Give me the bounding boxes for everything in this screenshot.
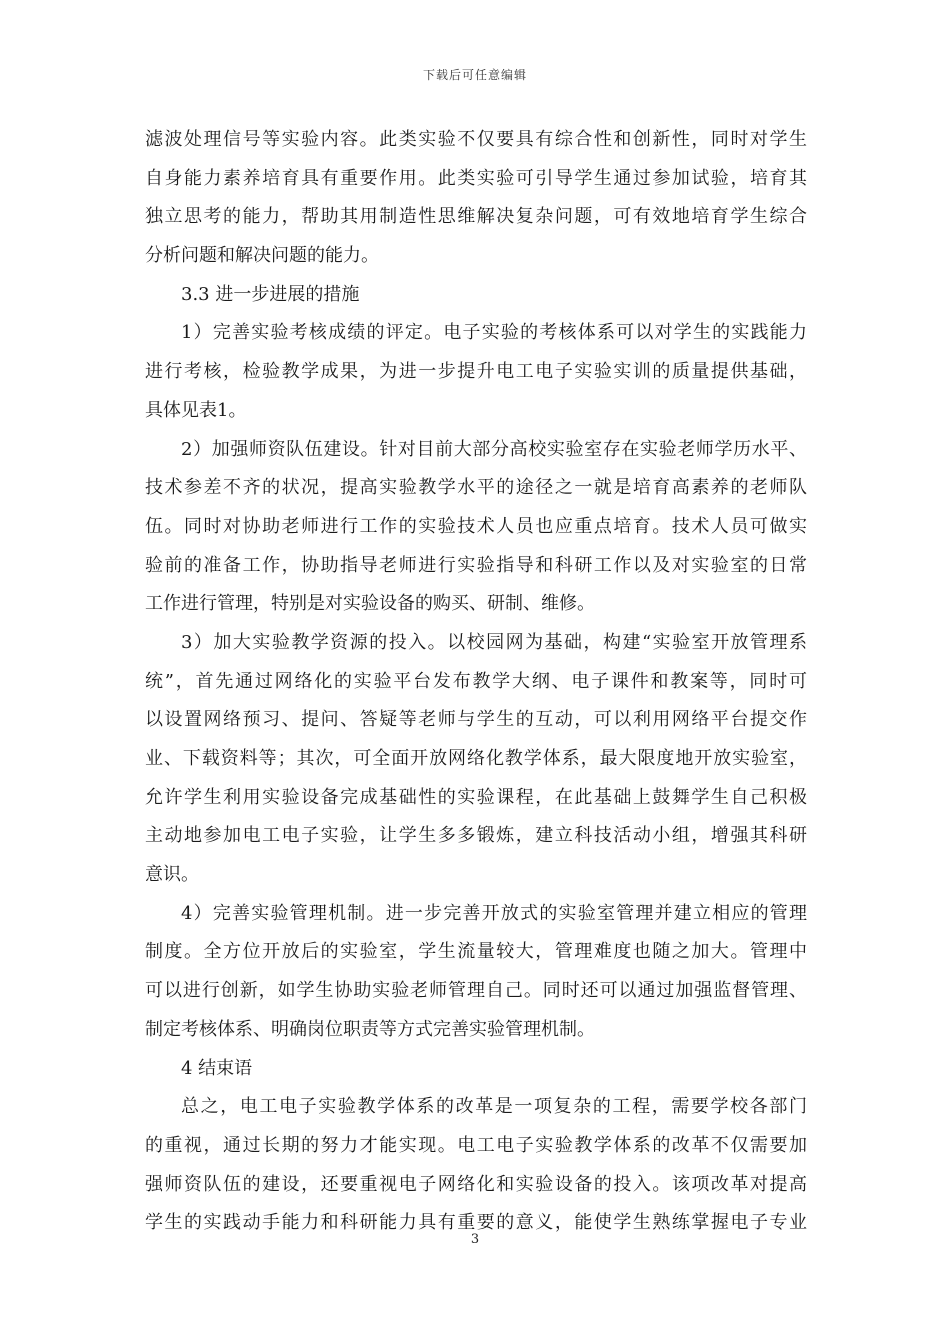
text-line: 独立思考的能力，帮助其用制造性思维解决复杂问题，可有效地培育学生综合 bbox=[145, 206, 807, 228]
section-heading: 3.3 进一步进展的措施 bbox=[181, 283, 360, 305]
text-line: 的重视，通过长期的努力才能实现。电工电子实验教学体系的改革不仅需要加 bbox=[145, 1134, 807, 1156]
text-line: 进行考核，检验教学成果，为进一步提升电工电子实验实训的质量提供基础， bbox=[145, 361, 807, 383]
page-number: 3 bbox=[470, 1232, 480, 1247]
text-line: 伍。同时对协助老师进行工作的实验技术人员也应重点培育。技术人员可做实 bbox=[145, 515, 807, 537]
text-line: 技术参差不齐的状况，提高实验教学水平的途径之一就是培育高素养的老师队 bbox=[145, 477, 807, 499]
page-header: 下载后可任意编辑 bbox=[422, 68, 527, 82]
text-line: 滤波处理信号等实验内容。此类实验不仅要具有综合性和创新性，同时对学生 bbox=[145, 129, 807, 150]
text-line: 强师资队伍的建设，还要重视电子网络化和实验设备的投入。该项改革对提高 bbox=[145, 1173, 807, 1195]
text-line: 3）加大实验教学资源的投入。以校园网为基础，构建“实验室开放管理系 bbox=[181, 631, 807, 653]
section-heading: 4 结束语 bbox=[181, 1057, 253, 1079]
text-line: 可以进行创新，如学生协助实验老师管理自己。同时还可以通过加强监督管理、 bbox=[145, 980, 807, 1002]
text-line: 主动地参加电工电子实验，让学生多多锻炼，建立科技活动小组，增强其科研 bbox=[145, 825, 807, 847]
text-line: 4）完善实验管理机制。进一步完善开放式的实验室管理并建立相应的管理 bbox=[181, 902, 807, 924]
text-line: 制定考核体系、明确岗位职责等方式完善实验管理机制。 bbox=[145, 1018, 595, 1040]
text-line: 分析问题和解决问题的能力。 bbox=[145, 245, 379, 267]
text-line: 1）完善实验考核成绩的评定。电子实验的考核体系可以对学生的实践能力 bbox=[181, 322, 807, 344]
text-line: 具体见表1。 bbox=[145, 399, 247, 421]
text-line: 以设置网络预习、提问、答疑等老师与学生的互动，可以利用网络平台提交作 bbox=[145, 709, 807, 731]
text-line: 业、下载资料等；其次，可全面开放网络化教学体系，最大限度地开放实验室， bbox=[145, 748, 807, 769]
text-line: 允许学生利用实验设备完成基础性的实验课程，在此基础上鼓舞学生自己积极 bbox=[145, 786, 807, 808]
text-line: 工作进行管理，特别是对实验设备的购买、研制、维修。 bbox=[145, 593, 595, 615]
text-line: 自身能力素养培育具有重要作用。此类实验可引导学生通过参加试验，培育其 bbox=[145, 167, 807, 189]
text-line: 验前的准备工作，协助指导老师进行实验指导和科研工作以及对实验室的日常 bbox=[145, 554, 807, 576]
text-line: 学生的实践动手能力和科研能力具有重要的意义，能使学生熟练掌握电子专业 bbox=[145, 1212, 807, 1234]
text-line: 总之，电工电子实验教学体系的改革是一项复杂的工程，需要学校各部门 bbox=[181, 1096, 807, 1118]
text-line: 意识。 bbox=[145, 864, 199, 886]
text-line: 统”，首先通过网络化的实验平台发布教学大纲、电子课件和教案等，同时可 bbox=[145, 670, 807, 692]
body-text bbox=[145, 121, 807, 1243]
text-line: 2）加强师资队伍建设。针对目前大部分高校实验室存在实验老师学历水平、 bbox=[181, 438, 807, 460]
text-line: 制度。全方位开放后的实验室，学生流量较大，管理难度也随之加大。管理中 bbox=[145, 941, 807, 963]
